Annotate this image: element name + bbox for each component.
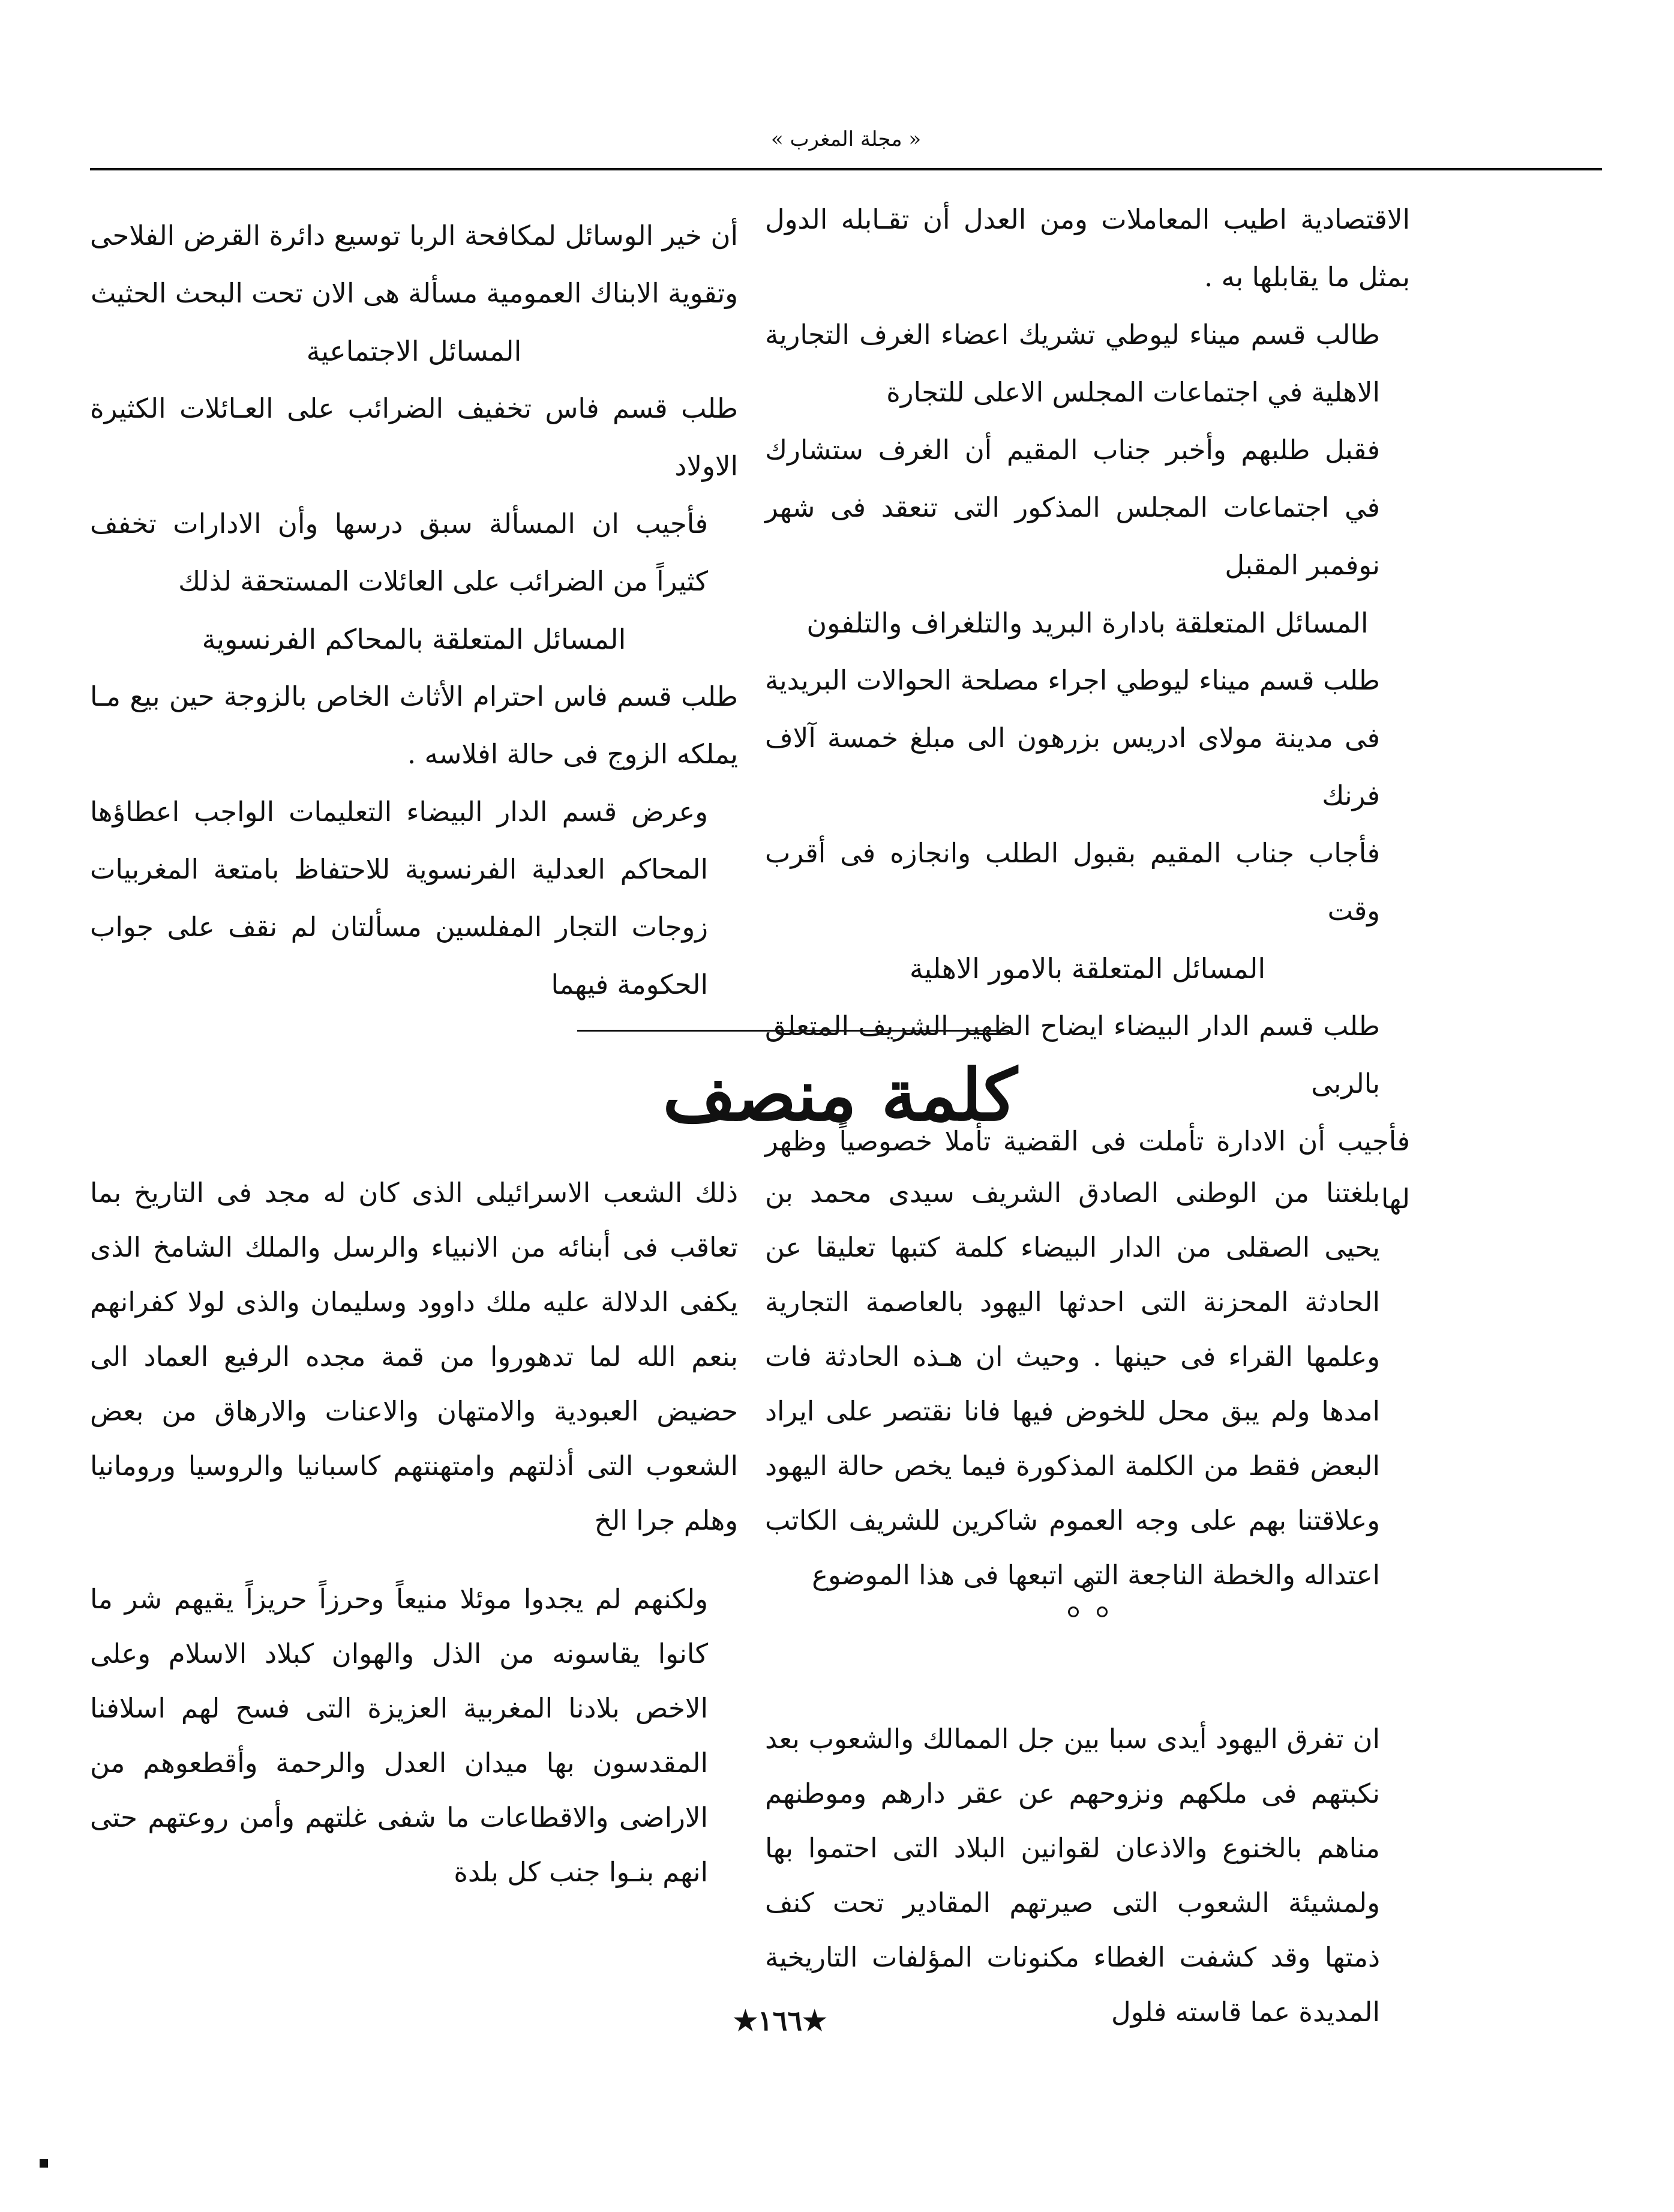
paragraph: فأجيب ان المسألة سبق درسها وأن الادارات تخفف كثيراً من الضرائب على العائلات المستحقة لذلك [90,508,708,597]
paragraph: فأجاب جناب المقيم بقبول الطلب وانجازه فى أقرب وقت [765,837,1380,927]
section-heading: المسائل الاجتماعية [306,335,522,367]
paragraph: ذلك الشعب الاسرائيلى الذى كان له مجد فى التاريخ بما تعاقب فى أبنائه من الانبياء والرسل والملك الشامخ الذى يكفى الدلالة عليه ملك داوود وسليمان والذى لولا كفرانهم بنعم الله لما تدهوروا من قمة مجده الرفيع العماد الى حضيض العبودية والامتهان والاعنات والارهاق من بعض الشعوب التى أذلتهم وامتهنتهم كاسبانيا والروسيا ورومانيا وهلم جرا الخ [90,1177,738,1536]
paragraph: ولكنهم لم يجدوا موئلا منيعاً وحرزاً حريزاً يقيهم شر ما كانوا يقاسونه من الذل والهوان كبلاد الاسلام وعلى الاخص بلادنا المغربية العزيزة التى فسح لهم اسلافنا المقدسون بها ميدان العدل والرحمة وأقطعوهم من الاراضى والاقطاعات ما شفى غلتهم وأمن روعتهم حتى انهم بنـوا جنب كل بلدة [90,1583,708,1888]
section-heading: المسائل المتعلقة بالامور الاهلية [909,952,1266,985]
section-divider [577,1030,1009,1032]
paragraph: بلغتنا من الوطنى الصادق الشريف سيدى محمد بن يحيى الصقلى من الدار البيضاء كلمة كتبها تعليقا عن الحادثة المحزنة التى احدثها اليهود بالعاصمة التجارية وعلمها القراء فى حينها . وحيث ان هـذه الحادثة فات امدها ولم يبق محل للخوض فيها فانا نقتصر على ايراد البعض فقط من الكلمة المذكورة فيما يخص حالة اليهود وعلاقتنا بهم على وجه العموم شاكرين للشريف الكاتب اعتداله والخطة الناجعة التى اتبعها فى هذا الموضوع [765,1177,1380,1591]
top-left-column [90,207,738,1014]
section-heading: المسائل المتعلقة بالمحاكم الفرنسوية [202,623,626,655]
paragraph: أن خير الوسائل لمكافحة الربا توسيع دائرة القرض الفلاحى وتقوية الابناك العمومية مسألة هى الان تحت البحث الحثيث [90,220,738,309]
paragraph: فأجيب أن الادارة تأملت فى القضية تأملا خصوصياً وظهر لها [765,1125,1410,1215]
journal-header: « مجلة المغرب » [770,127,922,151]
paragraph: طلب قسم ميناء ليوطي اجراء مصلحة الحوالات البريدية فى مدينة مولاى ادريس بزرهون الى مبلغ خمسة آلاف فرنك [765,664,1380,811]
paragraph: طلب قسم فاس احترام الأثاث الخاص بالزوجة حين بيع مـا يملكه الزوج فى حالة افلاسه . [90,681,738,770]
header-rule [90,168,1602,170]
page-number: ★١٦٦★ [733,2004,827,2037]
section-heading: المسائل المتعلقة بادارة البريد والتلغراف والتلفون [806,607,1369,639]
paragraph: فقبل طلبهم وأخبر جناب المقيم أن الغرف ستشارك في اجتماعات المجلس المذكور التى تنعقد فى شهر نوفمبر المقبل [765,434,1380,581]
scan-mark [40,2159,48,2168]
paragraph: طلب قسم الدار البيضاء ايضاح الظهير الشريف المتعلق بالربى [765,1010,1380,1099]
article-title: كلمة منصف [662,1053,1018,1137]
ornament-dots [1050,1581,1122,1635]
paragraph: طالب قسم ميناء ليوطي تشريك اعضاء الغرف التجارية الاهلية في اجتماعات المجلس الاعلى للتجارة [765,319,1380,408]
paragraph: ان تفرق اليهود أيدى سبا بين جل الممالك والشعوب بعد نكبتهم فى ملكهم ونزوحهم عن عقر دارهم وموطنهم مناهم بالخنوع والاذعان لقوانين البلاد التى احتموا بها ولمشيئة الشعوب التى صيرتهم المقادير تحت كنف ذمتها وقد كشفت الغطاء مكنونات المؤلفات التاريخية المديدة عما قاسته فلول [765,1723,1380,2028]
paragraph: طلب قسم فاس تخفيف الضرائب على العـائلات الكثيرة الاولاد [90,392,738,482]
paragraph: وعرض قسم الدار البيضاء التعليمات الواجب اعطاؤها المحاكم العدلية الفرنسوية للاحتفاظ بامتعة المغربيات زوجات التجار المفلسين مسألتان لم نقف على جواب الحكومة فيهما [90,796,708,1000]
article-left-column [90,1165,738,1899]
paragraph: الاقتصادية اطيب المعاملات ومن العدل أن تقـابله الدول بمثل ما يقابلها به . [765,203,1410,293]
